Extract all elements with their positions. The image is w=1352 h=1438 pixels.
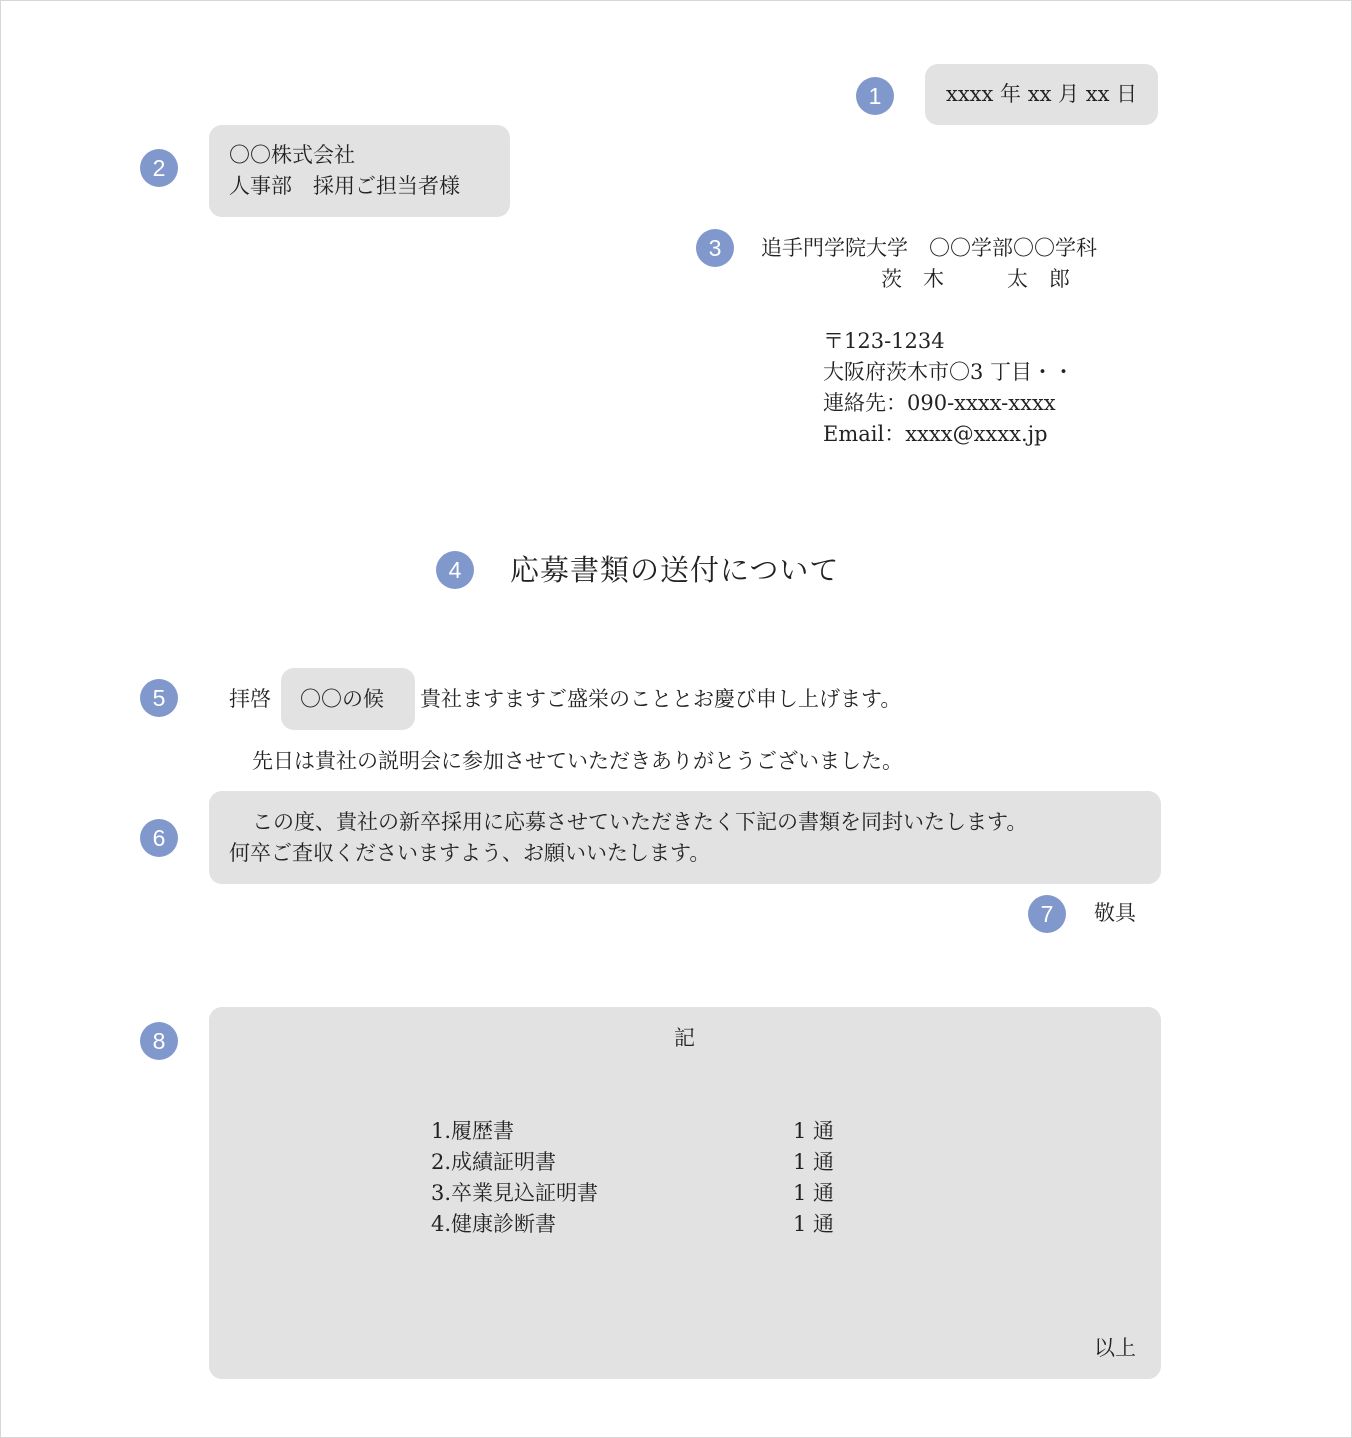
- badge-8: 8: [140, 1022, 178, 1060]
- badge-2: 2: [140, 149, 178, 187]
- badge-6: 6: [140, 819, 178, 857]
- subject-title: 応募書類の送付について: [510, 553, 840, 587]
- enclosure-item-name: 3.卒業見込証明書: [431, 1181, 599, 1205]
- recipient-company: 〇〇株式会社: [229, 143, 355, 167]
- main-paragraph-line2: 何卒ご査収くださいますよう、お願いいたします。: [229, 841, 711, 865]
- sender-phone: 連絡先：090-xxxx-xxxx: [823, 391, 1056, 415]
- enclosure-item-name: 1.履歴書: [431, 1119, 515, 1143]
- sender-address: 大阪府茨木市〇3 丁目・・: [823, 360, 1075, 384]
- enclosure-item-count: 1 通: [793, 1150, 835, 1174]
- sender-school: 追手門学院大学 〇〇学部〇〇学科: [761, 236, 1097, 260]
- badge-4: 4: [436, 551, 474, 589]
- sender-name: 茨 木 太 郎: [881, 267, 1070, 291]
- enclosure-item-name: 2.成績証明書: [431, 1150, 557, 1174]
- letter-date: xxxx 年 xx 月 xx 日: [946, 82, 1138, 106]
- sender-email: Email：xxxx@xxxx.jp: [823, 422, 1048, 446]
- enclosure-item-count: 1 通: [793, 1212, 835, 1236]
- sender-postal: 〒123-1234: [823, 329, 945, 353]
- recipient-department: 人事部 採用ご担当者様: [229, 174, 460, 198]
- greeting-text: 貴社ますますご盛栄のこととお慶び申し上げます。: [420, 687, 902, 711]
- enclosure-item-count: 1 通: [793, 1181, 835, 1205]
- enclosure-item-count: 1 通: [793, 1119, 835, 1143]
- enclosure-heading: 記: [674, 1026, 695, 1050]
- opening-word: 拝啓: [229, 687, 271, 711]
- thanks-text: 先日は貴社の説明会に参加させていただきありがとうございました。: [252, 749, 903, 773]
- enclosure-end: 以上: [1094, 1336, 1136, 1360]
- badge-7: 7: [1028, 895, 1066, 933]
- enclosure-item-name: 4.健康診断書: [431, 1212, 557, 1236]
- badge-3: 3: [696, 229, 734, 267]
- seasonal-greeting: 〇〇の候: [300, 687, 384, 711]
- closing-word: 敬具: [1094, 901, 1136, 925]
- main-paragraph-line1: この度、貴社の新卒採用に応募させていただきたく下記の書類を同封いたします。: [252, 810, 1028, 834]
- badge-5: 5: [140, 679, 178, 717]
- enclosure-highlight: [209, 1007, 1161, 1379]
- badge-1: 1: [856, 77, 894, 115]
